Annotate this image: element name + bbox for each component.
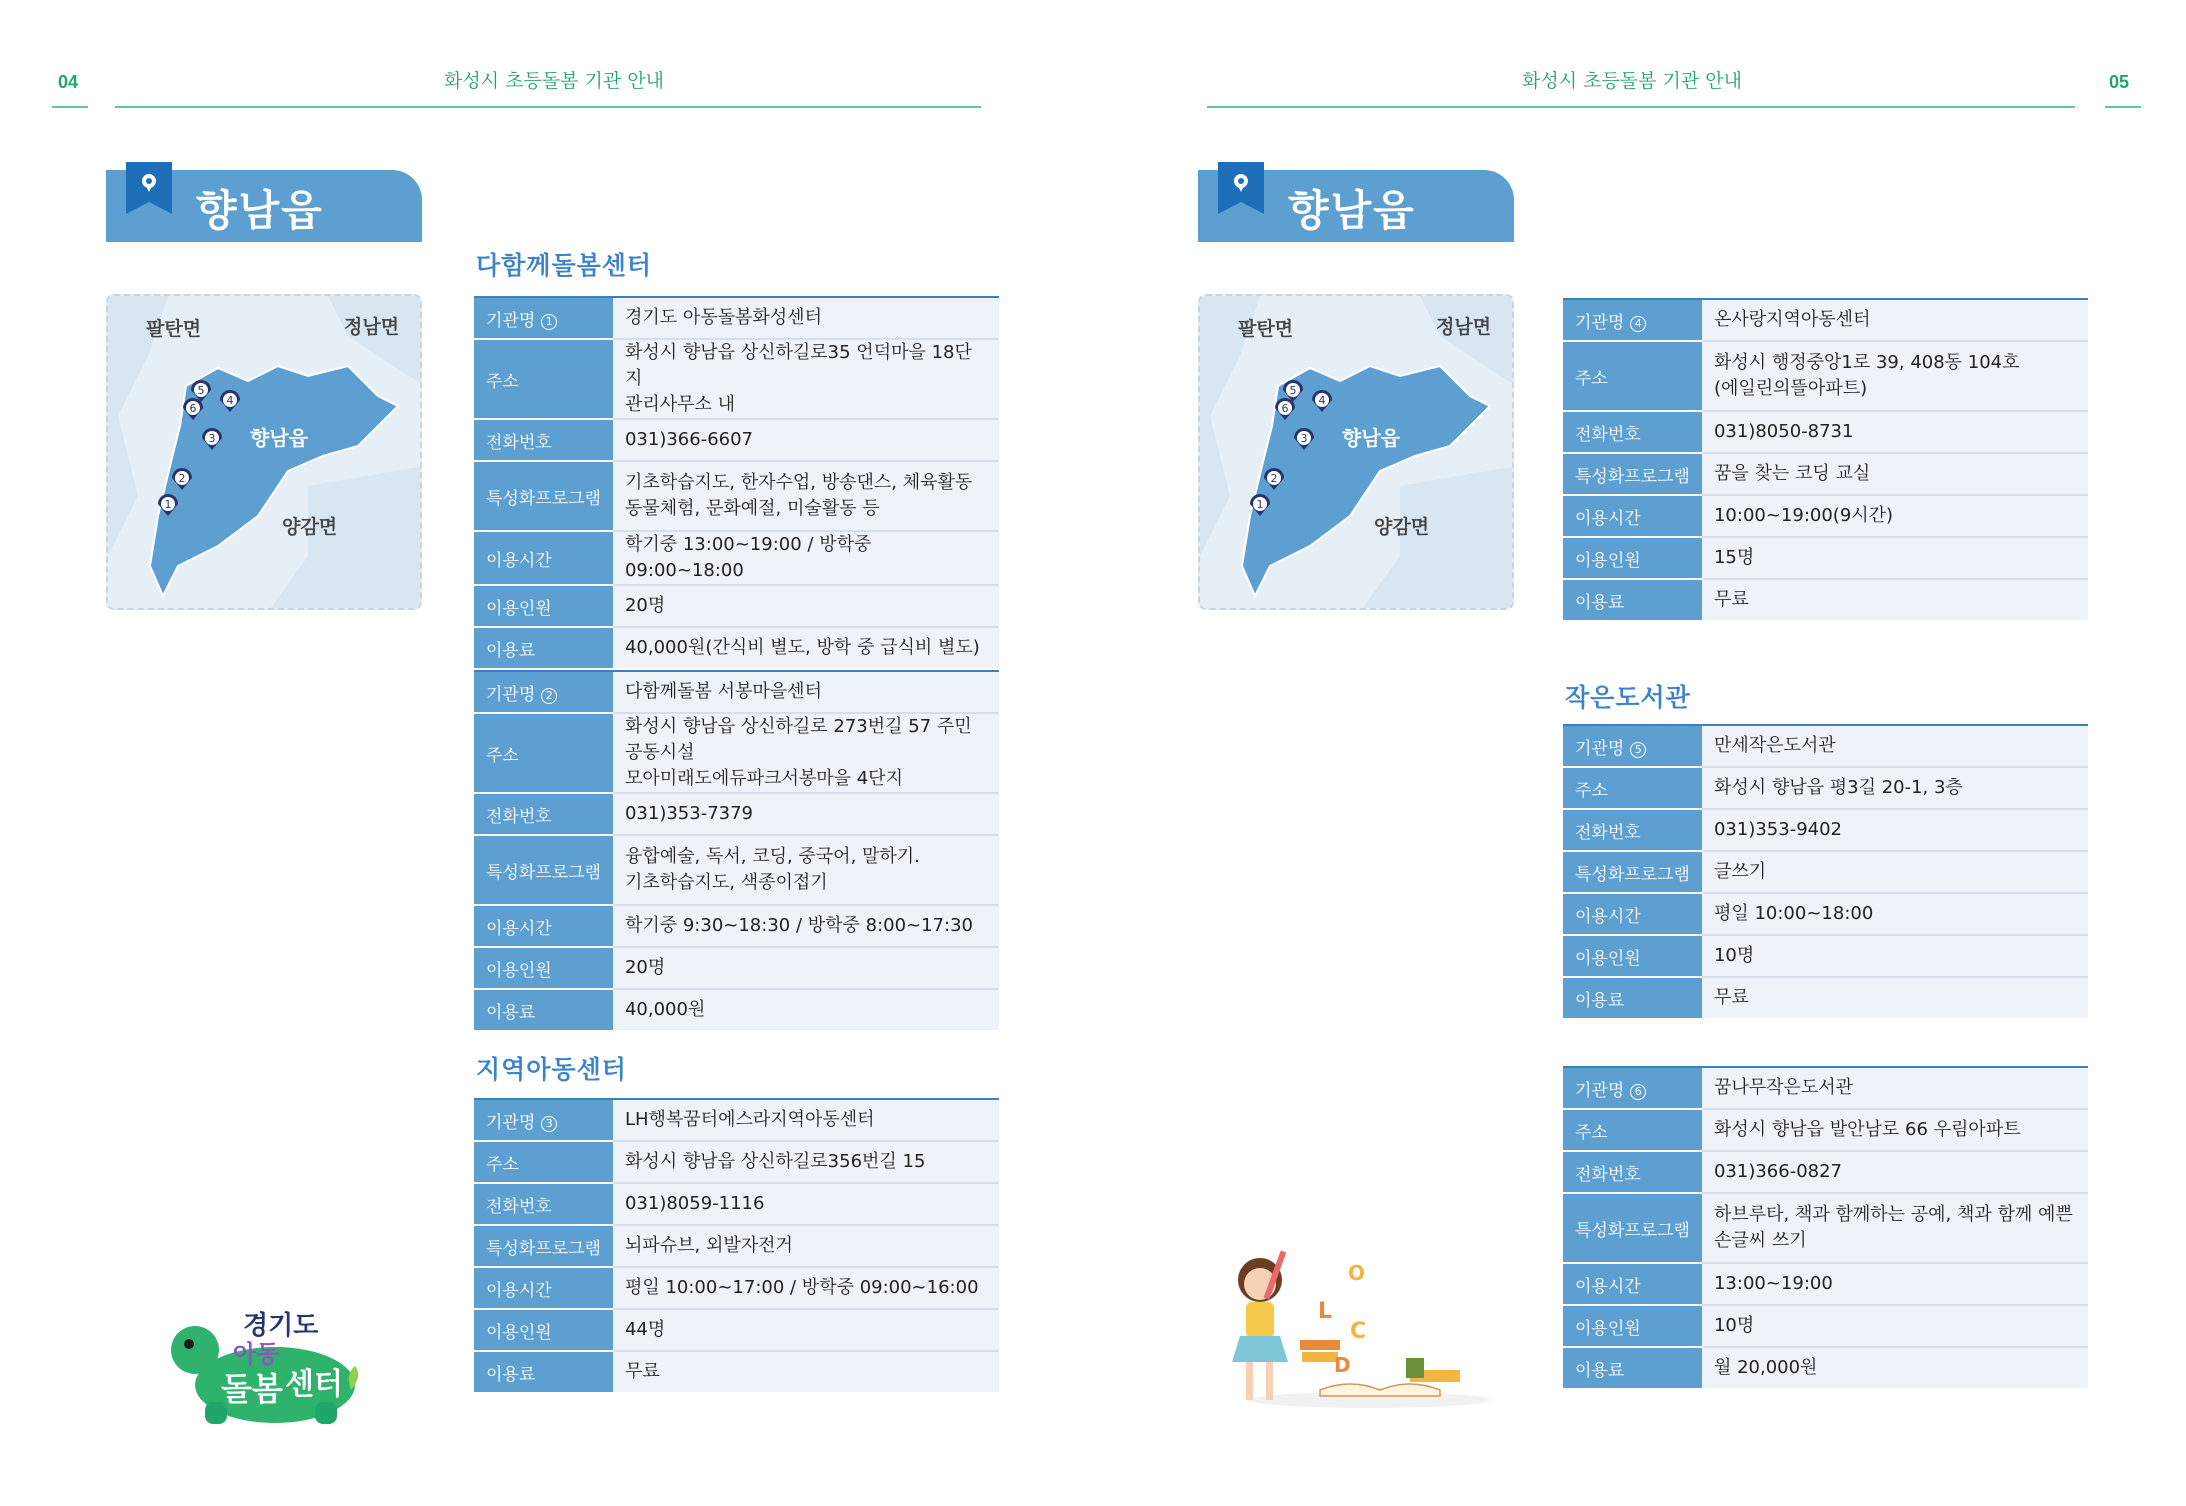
svg-text:O: O [1348,1261,1366,1285]
row-value: 031)8059-1116 [613,1183,999,1225]
row-value: 학기중 13:00~19:00 / 방학중 09:00~18:00 [613,531,999,585]
row-key: 이용인원 [1563,935,1702,977]
svg-text:경기도: 경기도 [243,1311,319,1341]
svg-text:아동: 아동 [233,1340,280,1368]
row-key: 기관명 2 [474,671,613,713]
row-key: 이용료 [1563,977,1702,1019]
row-value: 화성시 향남읍 발안남로 66 우림아파트 [1702,1109,2088,1151]
svg-text:C: C [1350,1319,1367,1344]
svg-text:1: 1 [164,498,172,511]
info-table-5 [1563,724,2088,1020]
svg-text:5: 5 [197,384,205,397]
svg-text:3: 3 [1300,432,1308,445]
row-value: 031)353-9402 [1702,809,2088,851]
map-label-paltan: 팔탄면 [146,318,202,340]
info-table-4 [1563,298,2088,622]
location-pin-icon [126,162,172,214]
row-key: 주소 [1563,341,1702,411]
row-key: 이용료 [474,627,613,669]
row-key: 전화번호 [474,419,613,461]
region-map [1198,294,1514,610]
header-rule [115,106,981,108]
gyeonggi-childcare-logo [165,1290,365,1430]
header-title: 화성시 초등돌봄 기관 안내 [443,70,664,92]
map-marker-6 [1275,398,1295,420]
row-value: 40,000원(간식비 별도, 방학 중 급식비 별도) [613,627,999,669]
row-value: 무료 [1702,579,2088,621]
row-key: 전화번호 [474,793,613,835]
map-marker-1 [1250,494,1270,516]
location-pin-icon [1218,162,1264,214]
region-name: 향남읍 [196,186,324,235]
section-title-library: 작은도서관 [1565,683,1691,712]
row-key: 이용료 [1563,1347,1702,1389]
row-value: 평일 10:00~18:00 [1702,893,2088,935]
row-key: 이용시간 [1563,495,1702,537]
row-key: 이용인원 [474,947,613,989]
row-value: 10명 [1702,1305,2088,1347]
page-number-rule [52,106,88,108]
region-tab [1198,170,1514,242]
girl-with-books-illustration [1210,1240,1500,1415]
svg-text:D: D [1334,1353,1351,1377]
map-label-paltan: 팔탄면 [1238,318,1294,340]
row-value: 031)353-7379 [613,793,999,835]
row-key: 특성화프로그램 [474,461,613,531]
row-value: 031)366-0827 [1702,1151,2088,1193]
row-value: 10명 [1702,935,2088,977]
row-key: 특성화프로그램 [1563,453,1702,495]
row-key: 이용인원 [1563,1305,1702,1347]
page-number: 04 [58,72,79,92]
row-value: 031)366-6607 [613,419,999,461]
info-table-3 [474,1098,999,1394]
svg-text:3: 3 [208,432,216,445]
row-key: 기관명 3 [474,1099,613,1141]
map-marker-3 [202,428,222,450]
row-key: 기관명 4 [1563,299,1702,341]
row-key: 이용인원 [1563,537,1702,579]
map-label-jeongnam: 정남면 [344,316,400,338]
svg-text:6: 6 [1281,402,1289,415]
row-key: 특성화프로그램 [1563,1193,1702,1263]
info-table-2 [474,670,999,1032]
row-value: 화성시 행정중앙1로 39, 408동 104호 (에일린의뜰아파트) [1702,341,2088,411]
map-label-yanggam: 양감면 [282,516,338,538]
row-value: 글쓰기 [1702,851,2088,893]
row-value: 평일 10:00~17:00 / 방학중 09:00~16:00 [613,1267,999,1309]
page-number-rule [2105,106,2141,108]
row-value: 무료 [613,1351,999,1393]
row-value: 031)8050-8731 [1702,411,2088,453]
row-value: 온사랑지역아동센터 [1702,299,2088,341]
row-key: 기관명 5 [1563,725,1702,767]
row-value: 꿈을 찾는 코딩 교실 [1702,453,2088,495]
row-value: 기초학습지도, 한자수업, 방송댄스, 체육활동 동물체험, 문화예절, 미술활동 등 [613,461,999,531]
row-key: 이용시간 [1563,1263,1702,1305]
svg-text:4: 4 [226,394,234,407]
row-value: 10:00~19:00(9시간) [1702,495,2088,537]
row-value: 20명 [613,585,999,627]
row-key: 특성화프로그램 [1563,851,1702,893]
row-key: 전화번호 [1563,411,1702,453]
map-markers [108,296,422,610]
section-title-dahamkke: 다함께돌봄센터 [476,251,653,280]
row-value: 다함께돌봄 서봉마을센터 [613,671,999,713]
map-markers [1200,296,1514,610]
map-label-hyangnam: 향남읍 [250,426,308,450]
row-key: 이용시간 [474,531,613,585]
row-value: 13:00~19:00 [1702,1263,2088,1305]
header-title: 화성시 초등돌봄 기관 안내 [1521,70,1742,92]
row-key: 전화번호 [474,1183,613,1225]
girl-reading-icon [1210,1240,1500,1415]
header-rule [1207,106,2075,108]
row-value: 15명 [1702,537,2088,579]
map-marker-2 [1264,468,1284,490]
map-label-yanggam: 양감면 [1374,516,1430,538]
row-value: 화성시 향남읍 상신하길로356번길 15 [613,1141,999,1183]
row-key: 기관명 6 [1563,1067,1702,1109]
map-marker-2 [172,468,192,490]
map-marker-3 [1294,428,1314,450]
svg-text:돌봄: 돌봄 [221,1370,283,1408]
row-key: 특성화프로그램 [474,1225,613,1267]
row-value: 경기도 아동돌봄화성센터 [613,297,999,339]
row-key: 이용료 [474,1351,613,1393]
row-key: 주소 [474,1141,613,1183]
map-marker-6 [183,398,203,420]
row-key: 이용료 [1563,579,1702,621]
turtle-mascot-icon [165,1290,365,1430]
row-value: 44명 [613,1309,999,1351]
map-marker-4 [220,390,240,412]
row-key: 기관명 1 [474,297,613,339]
region-name: 향남읍 [1288,186,1416,235]
svg-text:5: 5 [1289,384,1297,397]
region-tab [106,170,422,242]
row-key: 주소 [474,713,613,793]
row-key: 이용시간 [1563,893,1702,935]
svg-text:4: 4 [1318,394,1326,407]
row-value: 만세작은도서관 [1702,725,2088,767]
row-key: 전화번호 [1563,809,1702,851]
row-key: 이용시간 [474,905,613,947]
region-map [106,294,422,610]
svg-text:6: 6 [189,402,197,415]
svg-text:2: 2 [1270,472,1278,485]
row-value: 무료 [1702,977,2088,1019]
page-number: 05 [2109,72,2130,92]
row-key: 주소 [474,339,613,419]
row-key: 이용시간 [474,1267,613,1309]
map-marker-1 [158,494,178,516]
svg-text:2: 2 [178,472,186,485]
svg-text:1: 1 [1256,498,1264,511]
row-value: 꿈나무작은도서관 [1702,1067,2088,1109]
row-key: 이용인원 [474,585,613,627]
row-value: 하브루타, 책과 함께하는 공예, 책과 함께 예쁜 손글씨 쓰기 [1702,1193,2088,1263]
row-value: 뇌파슈브, 외발자전거 [613,1225,999,1267]
row-value: 20명 [613,947,999,989]
map-label-hyangnam: 향남읍 [1342,426,1400,450]
row-key: 이용인원 [474,1309,613,1351]
row-value: LH행복꿈터에스라지역아동센터 [613,1099,999,1141]
svg-text:L: L [1318,1299,1333,1324]
svg-text:센터: 센터 [285,1367,343,1402]
row-key: 이용료 [474,989,613,1031]
map-label-jeongnam: 정남면 [1436,316,1492,338]
info-table-6 [1563,1066,2088,1390]
row-value: 화성시 향남읍 상신하길로 273번길 57 주민공동시설 모아미래도에듀파크서봉마을 4단지 [613,713,999,793]
row-key: 전화번호 [1563,1151,1702,1193]
row-value: 40,000원 [613,989,999,1031]
row-value: 월 20,000원 [1702,1347,2088,1389]
section-title-jiyeok: 지역아동센터 [476,1055,627,1084]
row-key: 주소 [1563,1109,1702,1151]
row-value: 융합예술, 독서, 코딩, 중국어, 말하기. 기초학습지도, 색종이접기 [613,835,999,905]
map-marker-4 [1312,390,1332,412]
row-value: 화성시 향남읍 평3길 20-1, 3층 [1702,767,2088,809]
row-key: 특성화프로그램 [474,835,613,905]
info-table-1 [474,296,999,670]
row-key: 주소 [1563,767,1702,809]
row-value: 학기중 9:30~18:30 / 방학중 8:00~17:30 [613,905,999,947]
row-value: 화성시 향남읍 상신하길로35 언덕마을 18단지 관리사무소 내 [613,339,999,419]
